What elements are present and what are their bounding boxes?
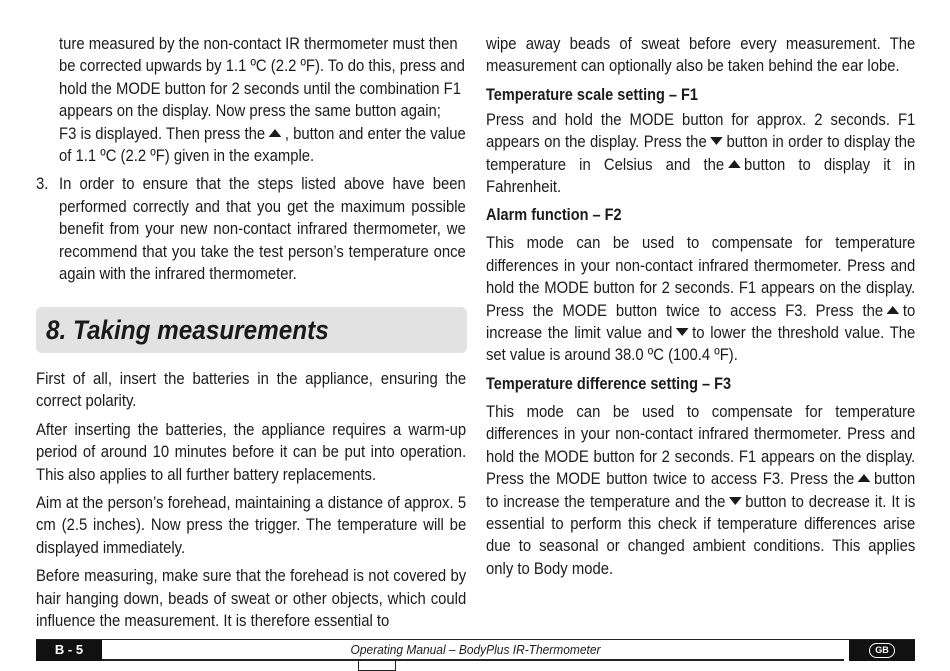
list-item-2-continued (36, 33, 466, 167)
page-number: B - 5 (36, 640, 102, 661)
text-run: button in order to display the temperature in Celsius and the (486, 133, 916, 174)
footer-tab-decoration (358, 660, 396, 671)
arrow-up-icon (858, 474, 871, 482)
list-item-3 (36, 173, 466, 285)
subheading: Alarm function – F2 (486, 206, 622, 225)
right-column (486, 33, 915, 580)
text-run: to lower the threshold value. The set value is around 38.0 ºC (100.4 ºF). (486, 324, 916, 365)
left-column (36, 33, 466, 285)
arrow-down-icon (676, 328, 689, 336)
text-line: be corrected upwards by 1.1 ºC (2.2 ºF). To do this, press and (59, 57, 465, 76)
paragraph: First of all, insert the batteries in the appliance, ensuring the correct polarity. (36, 370, 467, 411)
text-line: , button and enter the value (284, 124, 466, 143)
text-run: This mode can be used to compensate for temperature differences in your non-contact infrared thermometer. Press and hold the MODE button for 2 seconds. F1 appears on the display. Press the MODE button twice to access F3. Press the (486, 234, 916, 320)
footer-title: Operating Manual – BodyPlus IR-Thermometer (350, 642, 601, 657)
arrow-up-icon (269, 129, 282, 137)
paragraph: wipe away beads of sweat before every measurement. The measurement can optionally also be taken behind the ear lobe. (486, 35, 916, 76)
language-badge (849, 640, 915, 661)
text-line: hold the MODE button for 2 seconds until the combination F1 (59, 79, 462, 98)
text-run: to increase the limit value and (486, 301, 916, 343)
arrow-up-icon (887, 306, 900, 314)
text-line: ture measured by the non-contact IR thermometer must then (59, 35, 458, 53)
section-heading-box (36, 307, 467, 353)
page-footer (36, 639, 915, 661)
arrow-up-icon (728, 160, 741, 168)
language-code: GB (869, 643, 895, 658)
paragraph: Before measuring, make sure that the forehead is not covered by hair hanging down, beads of sweat or other objects, which could influence the measurement. It is therefore essential to (36, 567, 467, 631)
paragraph (486, 401, 915, 580)
footer-divider (102, 659, 844, 661)
text-run: button to increase the temperature and the (486, 470, 916, 511)
paragraph (486, 232, 915, 366)
left-column-lower (36, 368, 466, 632)
list-number: 3. (36, 175, 49, 194)
section-title: 8. Taking measurements (46, 315, 329, 345)
text-run: button to decrease it. It is essential to perform this check if temperature differences arise due to seasonal or changed ambient conditions. This applies only to Body mode. (486, 492, 916, 578)
arrow-down-icon (710, 137, 723, 145)
text-run: Press and hold the MODE button for approx. 2 seconds. F1 appears on the display. Press the (486, 110, 916, 152)
text-run: button to display it in Fahrenheit. (486, 155, 916, 197)
text-run: This mode can be used to compensate for temperature differences in your non-contact infrared thermometer. Press and hold the MODE button for 2 seconds. F1 appears on the display. Press the MODE button twice to access F3. Press the (486, 402, 916, 489)
arrow-down-icon (729, 497, 742, 505)
paragraph: Aim at the person’s forehead, maintaining a distance of approx. 5 cm (2.5 inches). Now press the trigger. The temperature will be displayed immediately. (36, 494, 467, 557)
subheading: Temperature difference setting – F3 (486, 374, 732, 393)
paragraph: In order to ensure that the steps listed above have been performed correctly and that you get the maximum possible benefit from your new non-contact infrared thermometer, we recommend that you take the test person’s temperature once again with the infrared thermometer. (59, 175, 466, 284)
paragraph: After inserting the batteries, the appliance requires a warm-up period of around 10 minutes before it can be put into operation. This also applies to all further battery replacements. (36, 420, 467, 484)
text-line: of 1.1 ºC (2.2 ºF) given in the example. (59, 147, 315, 166)
subheading: Temperature scale setting – F1 (486, 85, 698, 104)
paragraph (59, 33, 466, 167)
text-line: F3 is displayed. Then press the (59, 124, 266, 143)
text-line: appears on the display. Now press the same button again; (59, 102, 441, 121)
paragraph (486, 109, 915, 199)
